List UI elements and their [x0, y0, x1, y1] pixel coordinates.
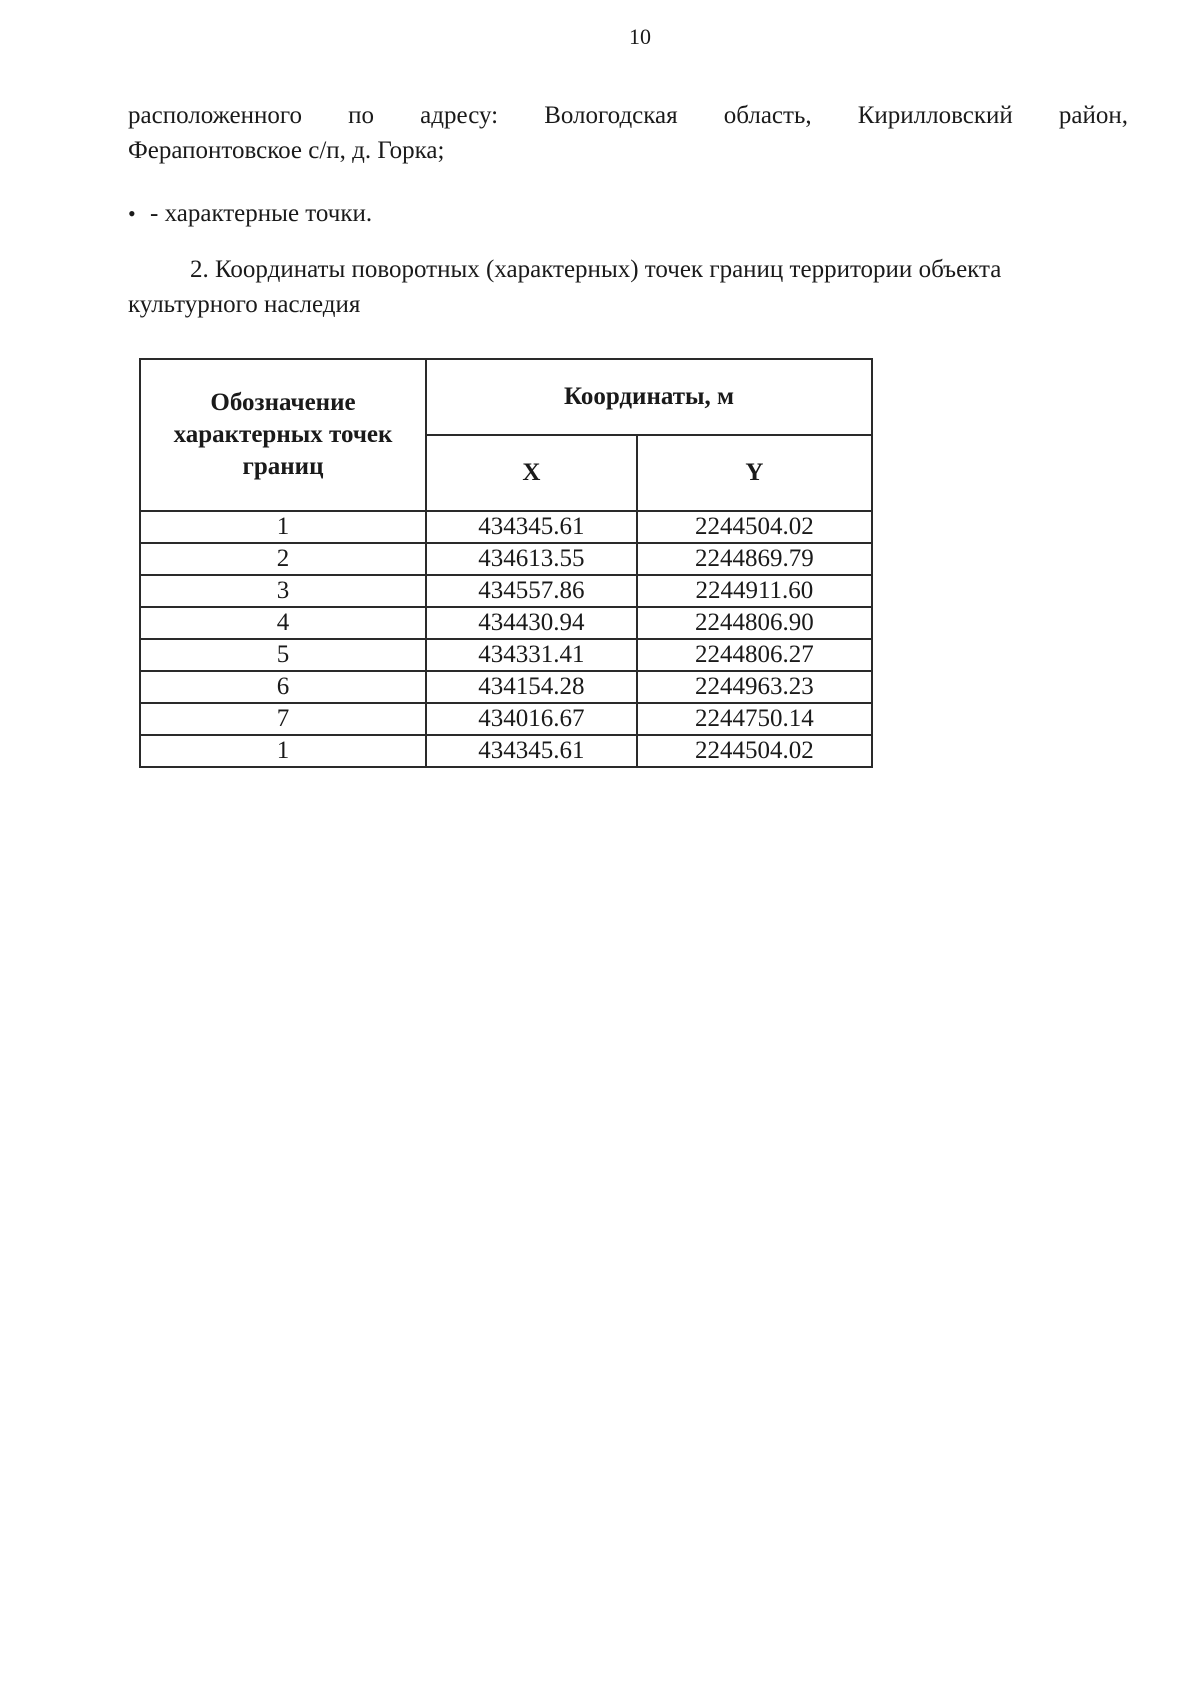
- cell-y: 2244750.14: [637, 703, 872, 735]
- legend-text: - характерные точки.: [150, 200, 373, 227]
- cell-point: 1: [140, 735, 426, 767]
- table-row: [140, 735, 872, 767]
- cell-x: 434345.61: [426, 735, 637, 767]
- header-coordinates: Координаты, м: [426, 359, 872, 435]
- cell-y: 2244504.02: [637, 511, 872, 543]
- header-x: X: [426, 435, 637, 511]
- cell-x: 434430.94: [426, 607, 637, 639]
- address-line-1: расположенного по адресу: Вологодская область, Кирилловский район,: [128, 102, 1128, 129]
- cell-y: 2244911.60: [637, 575, 872, 607]
- table-row: [140, 671, 872, 703]
- page-number: 10: [629, 24, 651, 49]
- cell-y: 2244504.02: [637, 735, 872, 767]
- legend: [128, 196, 1128, 231]
- coordinates-table: [139, 358, 873, 768]
- cell-point: 7: [140, 703, 426, 735]
- characteristic-point-bullet-icon: •: [128, 201, 136, 226]
- cell-point: 6: [140, 671, 426, 703]
- section-heading-line-1: 2. Координаты поворотных (характерных) точек границ территории объекта: [190, 256, 1002, 283]
- cell-x: 434154.28: [426, 671, 637, 703]
- table-row: [140, 575, 872, 607]
- cell-y: 2244806.90: [637, 607, 872, 639]
- table-row: [140, 543, 872, 575]
- cell-point: 5: [140, 639, 426, 671]
- cell-point: 3: [140, 575, 426, 607]
- address-line-2: Ферапонтовское с/п, д. Горка;: [128, 137, 445, 164]
- header-point-designation: Обозначение характерных точек границ: [140, 359, 426, 511]
- table-row: [140, 511, 872, 543]
- cell-x: 434613.55: [426, 543, 637, 575]
- cell-y: 2244806.27: [637, 639, 872, 671]
- cell-y: 2244869.79: [637, 543, 872, 575]
- header-y: Y: [637, 435, 872, 511]
- table-row: [140, 607, 872, 639]
- section-heading-line-2: культурного наследия: [128, 291, 361, 318]
- table-row: [140, 703, 872, 735]
- address-paragraph: [128, 98, 1128, 168]
- cell-point: 2: [140, 543, 426, 575]
- section-heading: [128, 252, 1128, 322]
- cell-x: 434345.61: [426, 511, 637, 543]
- cell-x: 434016.67: [426, 703, 637, 735]
- table-row: [140, 639, 872, 671]
- cell-point: 4: [140, 607, 426, 639]
- cell-x: 434331.41: [426, 639, 637, 671]
- cell-x: 434557.86: [426, 575, 637, 607]
- cell-y: 2244963.23: [637, 671, 872, 703]
- cell-point: 1: [140, 511, 426, 543]
